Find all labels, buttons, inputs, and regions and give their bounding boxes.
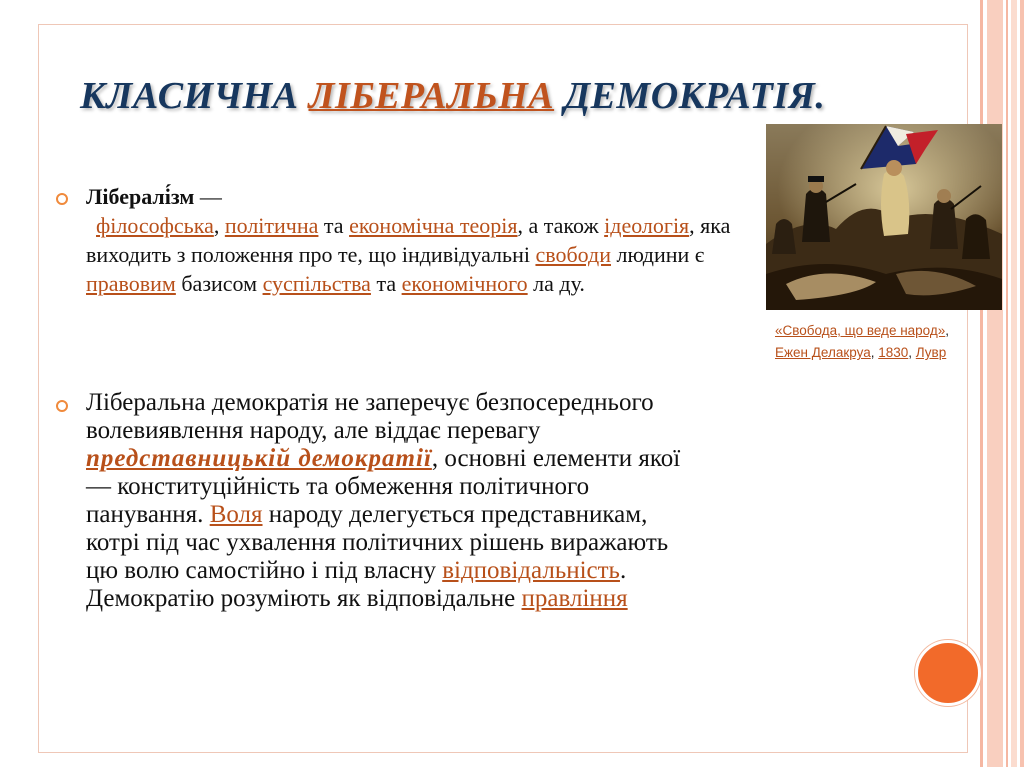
stripe [1006, 0, 1008, 767]
link-legal[interactable]: правовим [86, 271, 176, 296]
painting-liberty-leading-the-people [766, 124, 1002, 310]
stripe [1020, 0, 1024, 767]
link-painting-title[interactable]: «Свобода, що веде народ» [775, 323, 946, 338]
title-highlight[interactable]: ЛІБЕРАЛЬНА [308, 75, 555, 117]
text: , а також [517, 213, 605, 238]
link-society[interactable]: суспільства [262, 271, 371, 296]
decorative-stripes [980, 0, 1024, 767]
link-ideology[interactable]: ідеологія [604, 213, 690, 238]
link-governance[interactable]: правління [521, 585, 628, 612]
link-political[interactable]: політична [224, 213, 319, 238]
link-will[interactable]: Воля [209, 501, 263, 528]
painting-image [766, 124, 1002, 310]
text: Ліберальна демократія не заперечує безпосереднього волевиявлення народу, але віддає перевагу [86, 389, 654, 444]
text: . Демократію розуміють як відповідальне [86, 557, 627, 612]
text: базисом [175, 271, 263, 296]
hollow-circle-bullet-icon [56, 193, 68, 205]
link-economic[interactable]: економічного [401, 271, 528, 296]
link-responsibility[interactable]: відповідальність [442, 557, 620, 584]
text: — [194, 184, 222, 209]
link-economic-theory[interactable]: економічна теорія [349, 213, 518, 238]
hollow-circle-bullet-icon [56, 400, 68, 412]
link-philosophical[interactable]: філософська [96, 213, 214, 238]
bullet-paragraph-liberal-democracy [86, 389, 706, 613]
link-representative-democracy[interactable]: представницькій демократії [86, 445, 432, 472]
stripe [987, 0, 1003, 767]
link-artist[interactable]: Ежен Делакруа [775, 345, 871, 360]
text: народу делегується представникам, котрі під час ухвалення політичних рішень виражають цю волю самостійно і під власну [86, 501, 669, 584]
stripe [980, 0, 983, 767]
stripe [1011, 0, 1017, 767]
text: , [908, 345, 916, 360]
text: ла ду. [527, 271, 585, 296]
title-part-3: ДЕМОКРАТІЯ. [554, 75, 826, 117]
slide-title [80, 74, 825, 118]
text: , [870, 345, 879, 360]
link-louvre[interactable]: Лувр [915, 345, 947, 360]
text: та [318, 213, 350, 238]
text: , [945, 323, 950, 338]
text: людини є [610, 242, 705, 267]
text: , яка виходить з положення про те, що індивідуальні [86, 213, 731, 267]
title-part-1: КЛАСИЧНА [80, 75, 309, 117]
orange-circle-icon [915, 640, 981, 706]
link-freedoms[interactable]: свободи [535, 242, 611, 267]
text: , [213, 213, 225, 238]
bullet-paragraph-liberalism [86, 182, 758, 298]
text: , основні елементи якої — конституційність та обмеження політичного панування. [86, 445, 681, 528]
term-liberalism: Лібералі́зм [86, 184, 195, 209]
text: та [370, 271, 402, 296]
painting-caption [775, 320, 1015, 364]
link-year[interactable]: 1830 [878, 345, 909, 360]
